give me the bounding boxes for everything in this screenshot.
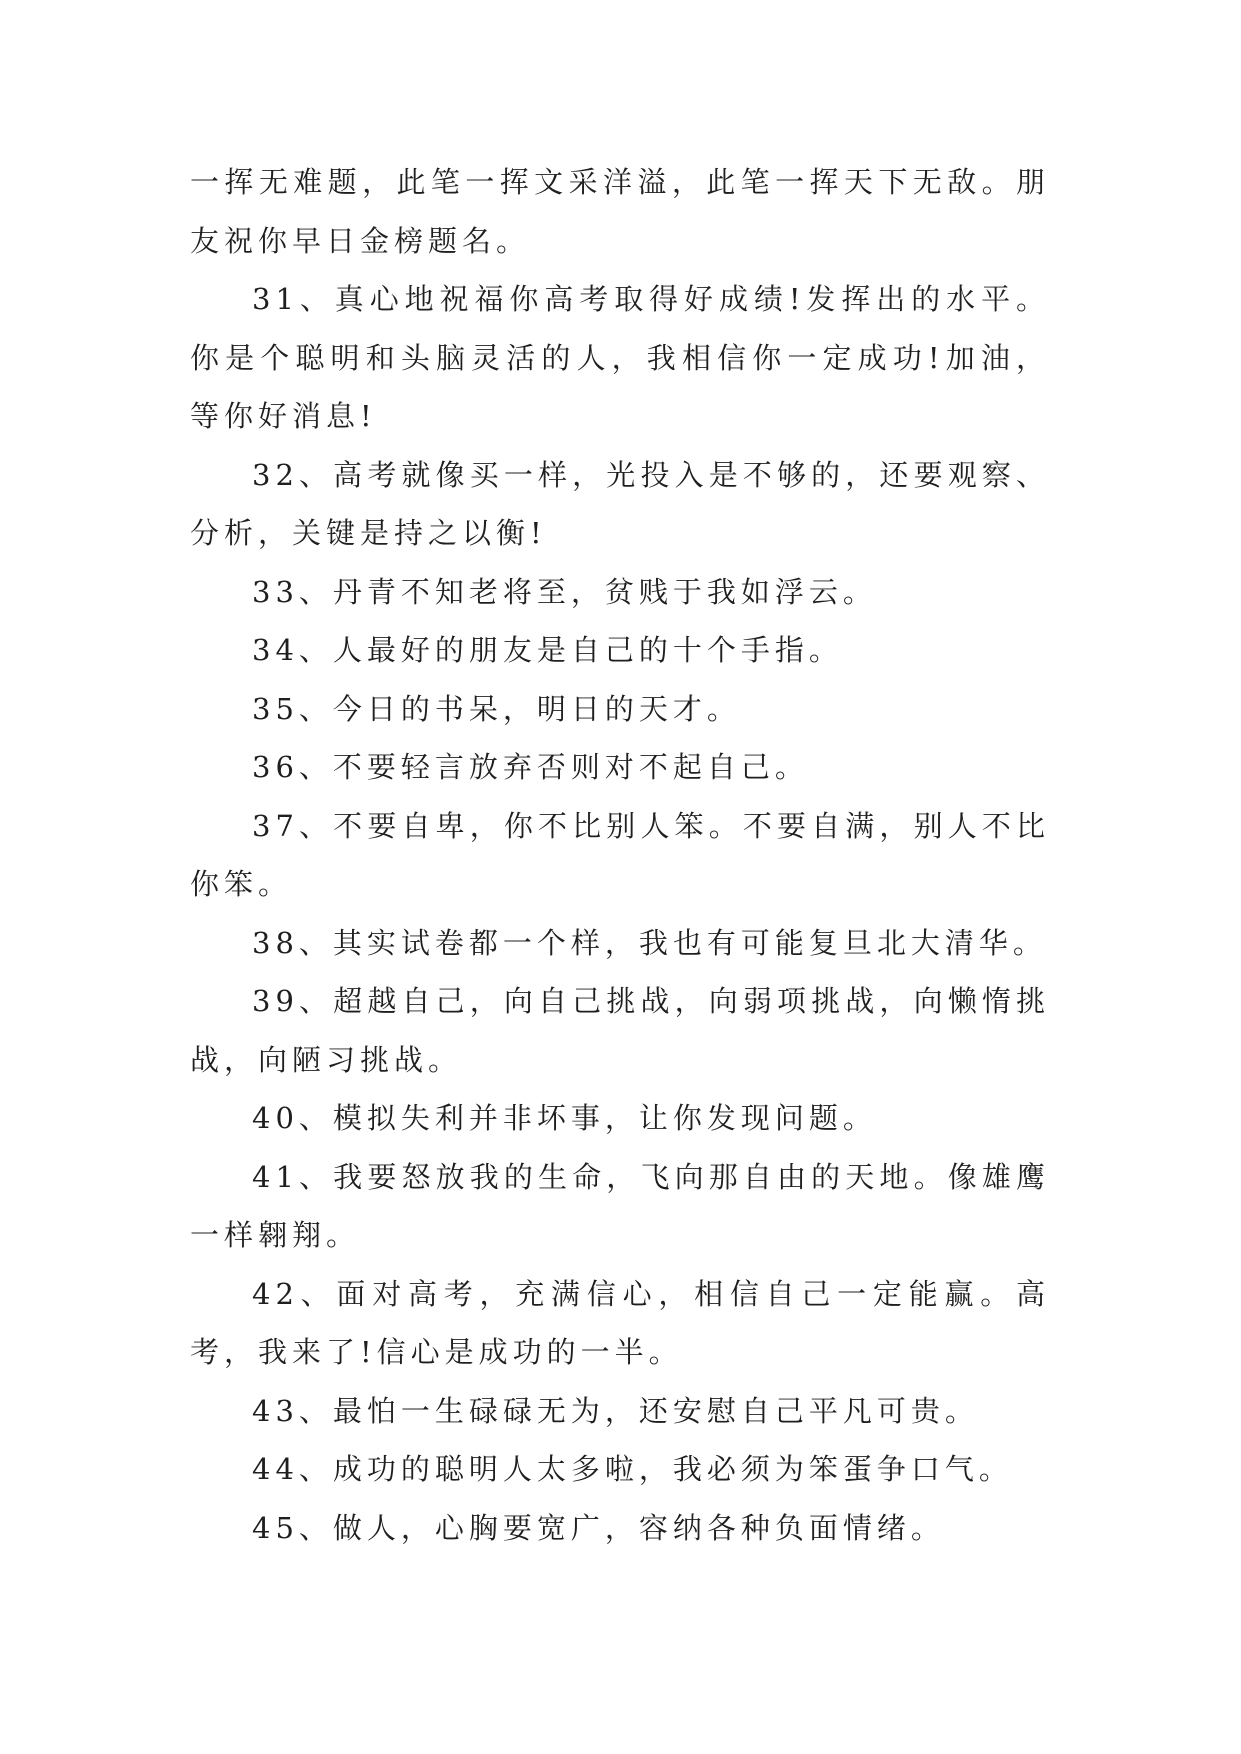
- paragraph-37: 37、不要自卑，你不比别人笨。不要自满，别人不比你笨。: [190, 808, 1050, 901]
- paragraph-35: 35、今日的书呆，明日的天才。: [252, 691, 741, 726]
- paragraph-31: 31、真心地祝福你高考取得好成绩!发挥出的水平。你是个聪明和头脑灵活的人，我相信你一定成功!加油，等你好消息!: [190, 282, 1050, 433]
- paragraph-42: 42、面对高考，充满信心，相信自己一定能赢。高考，我来了!信心是成功的一半。: [190, 1276, 1050, 1369]
- paragraph-44: 44、成功的聪明人太多啦，我必须为笨蛋争口气。: [252, 1452, 1013, 1486]
- document-body: [190, 153, 1050, 1557]
- paragraph-36: 36、不要轻言放弃否则对不起自己。: [252, 750, 809, 784]
- paragraph-38: 38、其实试卷都一个样，我也有可能复旦北大清华。: [252, 925, 1047, 960]
- paragraph-45: 45、做人，心胸要宽广，容纳各种负面情绪。: [252, 1510, 945, 1545]
- paragraph-39: 39、超越自己，向自己挑战，向弱项挑战，向懒惰挑战，向陋习挑战。: [190, 984, 1050, 1077]
- paragraph-32: 32、高考就像买一样，光投入是不够的，还要观察、分析，关键是持之以衡!: [190, 457, 1050, 550]
- paragraph-41: 41、我要怒放我的生命，飞向那自由的天地。像雄鹰一样翱翔。: [190, 1159, 1050, 1252]
- paragraph-43: 43、最怕一生碌碌无为，还安慰自己平凡可贵。: [252, 1393, 979, 1428]
- paragraph-33: 33、丹青不知老将至，贫贱于我如浮云。: [252, 574, 877, 609]
- paragraph-34: 34、人最好的朋友是自己的十个手指。: [252, 633, 843, 667]
- paragraph-40: 40、模拟失利并非坏事，让你发现问题。: [252, 1101, 877, 1135]
- paragraph-continuation: 一挥无难题，此笔一挥文采洋溢，此笔一挥天下无敌。朋友祝你早日金榜题名。: [190, 165, 1050, 258]
